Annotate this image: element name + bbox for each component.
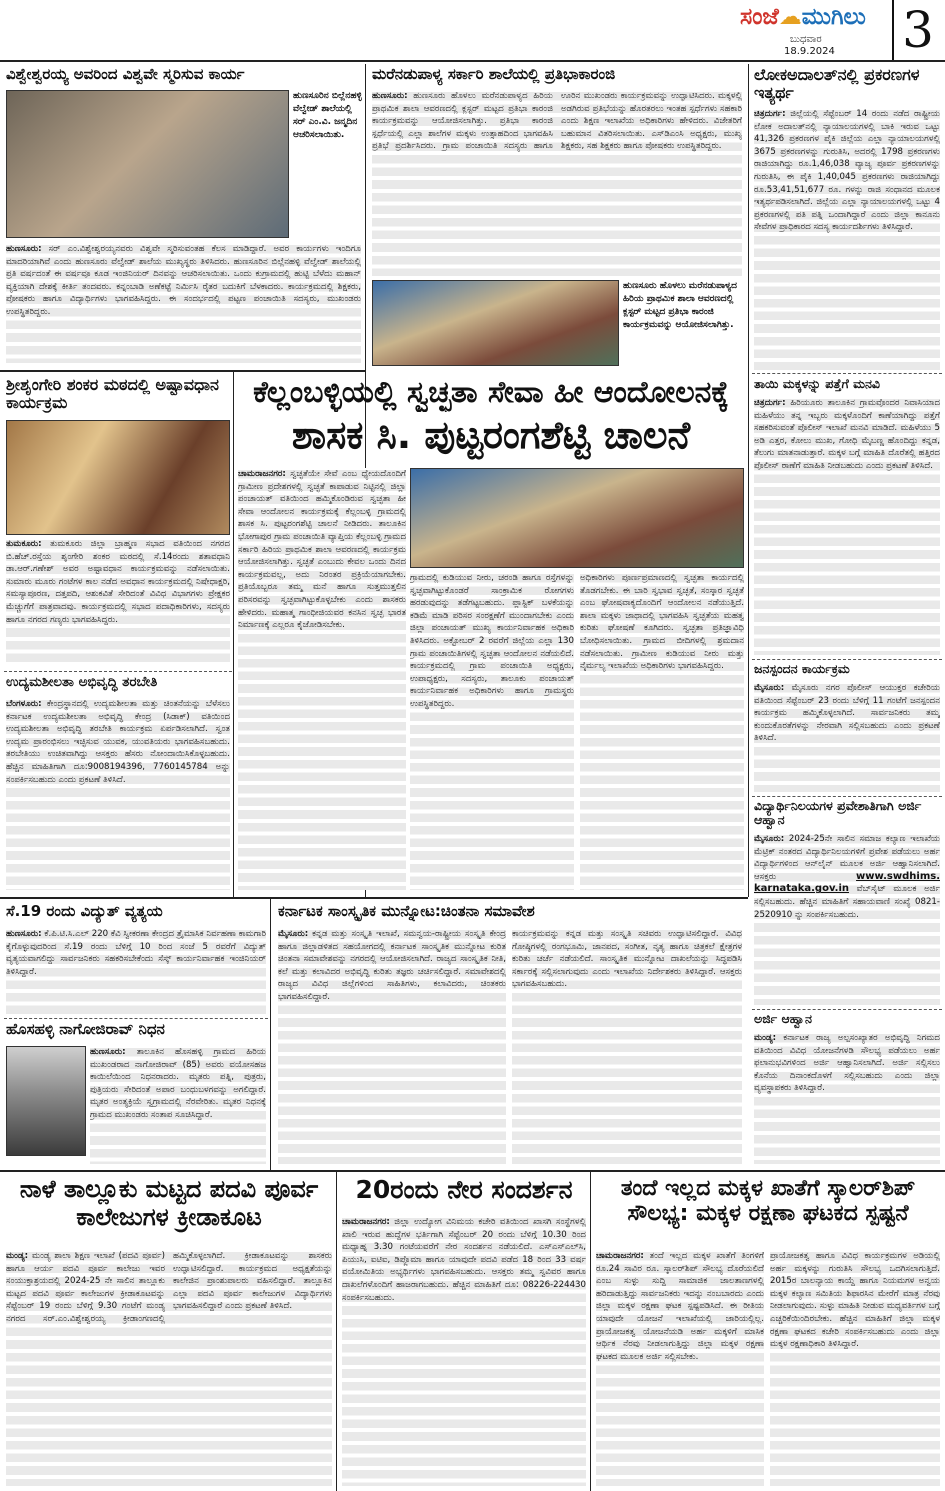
article-body: ಪ್ರಾಯೋಜಕತ್ವ ಹಾಗೂ ವಿವಿಧ ಕಾರ್ಯಕ್ರಮಗಳ ಅಡಿಯಲ್ಲಿ ಅರ್ಹ ಮಕ್ಕಳನ್ನು ಗುರುತಿಸಿ ಸೌಲಭ್ಯ ಒದಗಿಸಲಾಗುತ್ತಿದೆ. 2015ರ ಬಾಲನ್ಯಾಯ ಕಾಯ್ದೆ ಹಾಗೂ ನಿಯಮಗಳ ಅನ್ವಯ ಮಕ್ಕಳ ಕಲ್ಯಾಣ ಸಮಿತಿಯ ಶಿಫಾರಸಿನ ಮೇರೆಗೆ ಮಾತ್ರ ನೆರವು ನೀಡಲಾಗುವುದು. ಸುಳ್ಳು ಮಾಹಿತಿ ನೀಡುವ ಮಧ್ಯವರ್ತಿಗಳ ಬಗ್ಗೆ ಎಚ್ಚರಿಕೆಯಿಂದಿರಬೇಕು. ಹೆಚ್ಚಿನ ಮಾಹಿತಿಗೆ ಜಿಲ್ಲಾ ಮಕ್ಕಳ ರಕ್ಷಣಾ ಘಟಕದ ಕಚೇರಿ ಸಂಪರ್ಕಿಸಬಹುದು ಎಂದು ಜಿಲ್ಲಾ ಮಕ್ಕಳ ರಕ್ಷಣಾಧಿಕಾರಿ ತಿಳಿಸಿದ್ದಾರೆ. (770, 1250, 940, 1486)
article-body: ಮೈಸೂರು: 2024-25ನೇ ಸಾಲಿನ ಸಮಾಜ ಕಲ್ಯಾಣ ಇಲಾಖೆಯ ಮೆಟ್ರಿಕ್ ನಂತರದ ವಿದ್ಯಾರ್ಥಿನಿಲಯಗಳಿಗೆ ಪ್ರವೇಶ ಪಡೆಯಲು ಅರ್ಹ ವಿದ್ಯಾರ್ಥಿಗಳಿಂದ ಆನ್‌ಲೈನ್ ಮೂಲಕ ಅರ್ಜಿ ಆಹ್ವಾನಿಸಲಾಗಿದೆ. ಆಸಕ್ತರು www.swdhims. karnataka.gov.in ವೆಬ್‌ಸೈಟ್ ಮೂಲಕ ಅರ್ಜಿ ಸಲ್ಲಿಸಬಹುದು. ಹೆಚ್ಚಿನ ಮಾಹಿತಿಗೆ ಸಹಾಯವಾಣಿ ಸಂಖ್ಯೆ 0821-2520910 ನ್ನು ಸಂಪರ್ಕಿಸಬಹುದು. (754, 833, 940, 1005)
photo-pratibha-karanji (372, 280, 619, 366)
article-body: ಚಿತ್ರದುರ್ಗ: ಹಿರಿಯೂರು ತಾಲೂಕಿನ ಗ್ರಾಮವೊಂದರ ನಿವಾಸಿಯಾದ ಮಹಿಳೆಯು ತನ್ನ ಇಬ್ಬರು ಮಕ್ಕಳೊಂದಿಗೆ ಕಾಣೆಯಾಗಿದ್ದು ಪತ್ತೆಗೆ ಸಹಕರಿಸುವಂತೆ ಪೊಲೀಸ್ ಇಲಾಖೆ ಮನವಿ ಮಾಡಿದೆ. ಮಹಿಳೆಯು 5 ಅಡಿ ಎತ್ತರ, ಕೋಲು ಮುಖ, ಗೋಧಿ ಮೈಬಣ್ಣ ಹೊಂದಿದ್ದು ಕನ್ನಡ, ತೆಲುಗು ಮಾತನಾಡುತ್ತಾರೆ. ಮಕ್ಕಳ ಬಗ್ಗೆ ಮಾಹಿತಿ ದೊರೆತಲ್ಲಿ ಹತ್ತಿರದ ಪೊಲೀಸ್ ಠಾಣೆಗೆ ಮಾಹಿತಿ ನೀಡಬಹುದು ಎಂದು ಪ್ರಕಟಣೆ ತಿಳಿಸಿದೆ. (754, 397, 940, 655)
article-body: ಮಂಡ್ಯ: ಮಂಡ್ಯ ಶಾಲಾ ಶಿಕ್ಷಣ ಇಲಾಖೆ (ಪದವಿ ಪೂರ್ವ) ಹಾಗೂ ಆರ್ಯ ಪದವಿ ಪೂರ್ವ ಕಾಲೇಜು ಇವರ ಸಂಯುಕ್ತಾಶ್ರಯದಲ್ಲಿ 2024-25 ನೇ ಸಾಲಿನ ತಾಲ್ಲೂಕು ಮಟ್ಟದ ಪದವಿ ಪೂರ್ವ ಕಾಲೇಜುಗಳ ಕ್ರೀಡಾಕೂಟವನ್ನು ಸೆಪ್ಟೆಂಬರ್ 19 ರಂದು ಬೆಳಿಗ್ಗೆ 9.30 ಗಂಟೆಗೆ ಮಂಡ್ಯ ನಗರದ ಸರ್.ಎಂ.ವಿಶ್ವೇಶ್ವರಯ್ಯ ಕ್ರೀಡಾಂಗಣದಲ್ಲಿ ಹಮ್ಮಿಕೊಳ್ಳಲಾಗಿದೆ. ಕ್ರೀಡಾಕೂಟವನ್ನು ಶಾಸಕರು ಉದ್ಘಾಟಿಸಲಿದ್ದಾರೆ. ಕಾರ್ಯಕ್ರಮದ ಅಧ್ಯಕ್ಷತೆಯನ್ನು ಕಾಲೇಜಿನ ಪ್ರಾಂಶುಪಾಲರು ವಹಿಸಲಿದ್ದಾರೆ. ತಾಲ್ಲೂಕಿನ ಎಲ್ಲಾ ಪದವಿ ಪೂರ್ವ ಕಾಲೇಜುಗಳ ವಿದ್ಯಾರ್ಥಿಗಳು ಭಾಗವಹಿಸಲಿದ್ದಾರೆ ಎಂದು ಪ್ರಕಟಣೆ ತಿಳಿಸಿದೆ. (6, 1250, 332, 1486)
column-rule (590, 1172, 591, 1491)
article-body: ಚಾಮರಾಜನಗರ: ತಂದೆ ಇಲ್ಲದ ಮಕ್ಕಳ ಖಾತೆಗೆ ತಿಂಗಳಿಗೆ ರೂ.24 ಸಾವಿರ ರೂ. ಸ್ಕಾಲರ್‌ಶಿಪ್ ಸೌಲಭ್ಯ ದೊರೆಯಲಿದೆ ಎಂಬ ಸುಳ್ಳು ಸುದ್ದಿ ಸಾಮಾಜಿಕ ಜಾಲತಾಣಗಳಲ್ಲಿ ಹರಿದಾಡುತ್ತಿದ್ದು ಸಾರ್ವಜನಿಕರು ಇದನ್ನು ನಂಬಬಾರದು ಎಂದು ಜಿಲ್ಲಾ ಮಕ್ಕಳ ರಕ್ಷಣಾ ಘಟಕ ಸ್ಪಷ್ಟಪಡಿಸಿದೆ. ಈ ರೀತಿಯ ಯಾವುದೇ ಯೋಜನೆ ಇಲಾಖೆಯಲ್ಲಿ ಜಾರಿಯಲ್ಲಿಲ್ಲ. ಪ್ರಾಯೋಜಕತ್ವ ಯೋಜನೆಯಡಿ ಅರ್ಹ ಮಕ್ಕಳಿಗೆ ಮಾಸಿಕ ಆರ್ಥಿಕ ನೆರವು ನೀಡಲಾಗುತ್ತಿದ್ದು ಜಿಲ್ಲಾ ಮಕ್ಕಳ ರಕ್ಷಣಾ ಘಟಕದ ಮೂಲಕ ಅರ್ಜಿ ಸಲ್ಲಿಸಬೇಕು. (596, 1250, 764, 1486)
article-headline: 20ರಂದು ನೇರ ಸಂದರ್ಶನ (355, 1176, 573, 1204)
article-headline: ನಾಳೆ ತಾಲ್ಲೂಕು ಮಟ್ಟದ ಪದವಿ ಪೂರ್ವ ಕಾಲೇಜುಗಳ ಕ್ರೀಡಾಕೂಟ (19, 1176, 319, 1231)
divider (752, 1009, 942, 1010)
article-headline: ಮರೆನಡುಪಾಳ್ಯ ಸರ್ಕಾರಿ ಶಾಲೆಯಲ್ಲಿ ಪ್ರತಿಭಾಕಾರಂಜಿ (372, 66, 616, 83)
article-body: ಹುಣಸೂರು: ಹುಣಸೂರು ಹೊಳಲು ಮರೆನಡುಪಾಳ್ಯದ ಹಿರಿಯ ಪ್ರಾಥಮಿಕ ಶಾಲಾ ಆವರಣದಲ್ಲಿ ಕ್ಲಸ್ಟರ್ ಮಟ್ಟದ ಪ್ರತಿಭಾ ಕಾರಂಜಿ ಕಾರ್ಯಕ್ರಮವನ್ನು ಆಯೋಜಿಸಲಾಗಿತ್ತು. ಪ್ರತಿಭಾ ಕಾರಂಜಿ ಸ್ಪರ್ಧೆಯಲ್ಲಿ ಎಲ್ಲಾ ಶಾಲೆಗಳ ಮಕ್ಕಳು ಉತ್ಸಾಹದಿಂದ ಭಾಗವಹಿಸಿ ಪ್ರತಿಭೆ ಪ್ರದರ್ಶಿಸಿದರು. ಗ್ರಾಮ ಪಂಚಾಯಿತಿ ಸದಸ್ಯರು ಹಾಗೂ ಊರಿನ ಮುಖಂಡರು ಕಾರ್ಯಕ್ರಮವನ್ನು ಉದ್ಘಾಟಿಸಿದರು. ಮಕ್ಕಳಲ್ಲಿ ಅಡಗಿರುವ ಪ್ರತಿಭೆಯನ್ನು ಹೊರತರಲು ಇಂತಹ ಸ್ಪರ್ಧೆಗಳು ಸಹಕಾರಿ ಎಂದು ಶಿಕ್ಷಣ ಇಲಾಖೆಯ ಅಧಿಕಾರಿಗಳು ಹೇಳಿದರು. ವಿಜೇತರಿಗೆ ಬಹುಮಾನ ವಿತರಿಸಲಾಯಿತು. ಎಸ್‌ಡಿಎಂಸಿ ಅಧ್ಯಕ್ಷರು, ಮುಖ್ಯ ಶಿಕ್ಷಕರು, ಸಹ ಶಿಕ್ಷಕರು ಹಾಗೂ ಪೋಷಕರು ಉಪಸ್ಥಿತರಿದ್ದರು. (372, 90, 742, 276)
article-body: ಬೆಂಗಳೂರು: ಕೇಂದ್ರಸ್ಥಾನದಲ್ಲಿ ಉದ್ಯಮಶೀಲತಾ ಮತ್ತು ಚಿಂತನೆಯನ್ನು ಬೆಳೆಸಲು ಕರ್ನಾಟಕ ಉದ್ಯಮಶೀಲತಾ ಅಭಿವೃದ್ಧಿ ಕೇಂದ್ರ (ಸಿಡಾಕ್) ವತಿಯಿಂದ ಉದ್ಯಮಶೀಲತಾ ಅಭಿವೃದ್ಧಿ ತರಬೇತಿ ಕಾರ್ಯಕ್ರಮ ಏರ್ಪಡಿಸಲಾಗಿದೆ. ಸ್ವಂತ ಉದ್ಯಮ ಪ್ರಾರಂಭಿಸಲು ಇಚ್ಛಿಸುವ ಯುವಕ, ಯುವತಿಯರು ಭಾಗವಹಿಸಬಹುದು. ತರಬೇತಿಯು ಉಚಿತವಾಗಿದ್ದು ಆಸಕ್ತರು ಹೆಸರು ನೋಂದಾಯಿಸಿಕೊಳ್ಳಬಹುದು. ಹೆಚ್ಚಿನ ಮಾಹಿತಿಗಾಗಿ ದೂ:9008194396, 7760145784 ಅನ್ನು ಸಂಪರ್ಕಿಸಬಹುದು ಎಂದು ಪ್ರಕಟಣೆ ತಿಳಿಸಿದೆ. (6, 698, 230, 890)
photo-ashtavadhana (6, 420, 230, 535)
article-headline: ಹೊಸಹಳ್ಳಿ ನಾಗೋಜಿರಾವ್ ನಿಧನ (6, 1021, 165, 1038)
article-body: ಗ್ರಾಮದಲ್ಲಿ ಕುಡಿಯುವ ನೀರು, ಚರಂಡಿ ಹಾಗೂ ರಸ್ತೆಗಳನ್ನು ಸ್ವಚ್ಛವಾಗಿಟ್ಟುಕೊಂಡರೆ ಸಾಂಕ್ರಾಮಿಕ ರೋಗಗಳು ಹರಡುವುದನ್ನು ತಡೆಗಟ್ಟಬಹುದು. ಪ್ಲಾಸ್ಟಿಕ್ ಬಳಕೆಯನ್ನು ಕಡಿಮೆ ಮಾಡಿ ಪರಿಸರ ಸಂರಕ್ಷಣೆಗೆ ಮುಂದಾಗಬೇಕು ಎಂದು ಜಿಲ್ಲಾ ಪಂಚಾಯತ್ ಮುಖ್ಯ ಕಾರ್ಯನಿರ್ವಾಹಕ ಅಧಿಕಾರಿ ತಿಳಿಸಿದರು. ಅಕ್ಟೋಬರ್ 2 ರವರೆಗೆ ಜಿಲ್ಲೆಯ ಎಲ್ಲಾ 130 ಗ್ರಾಮ ಪಂಚಾಯಿತಿಗಳಲ್ಲಿ ಸ್ವಚ್ಛತಾ ಆಂದೋಲನ ನಡೆಯಲಿದೆ. ಕಾರ್ಯಕ್ರಮದಲ್ಲಿ ಗ್ರಾಮ ಪಂಚಾಯಿತಿ ಅಧ್ಯಕ್ಷರು, ಉಪಾಧ್ಯಕ್ಷರು, ಸದಸ್ಯರು, ತಾಲೂಕು ಪಂಚಾಯತ್ ಕಾರ್ಯನಿರ್ವಾಹಕ ಅಧಿಕಾರಿಗಳು ಹಾಗೂ ಗ್ರಾಮಸ್ಥರು ಉಪಸ್ಥಿತರಿದ್ದರು. (410, 572, 574, 890)
article-body: ಚಾಮರಾಜನಗರ: ಜಿಲ್ಲಾ ಉದ್ಯೋಗ ವಿನಿಮಯ ಕಚೇರಿ ವತಿಯಿಂದ ಖಾಸಗಿ ಸಂಸ್ಥೆಗಳಲ್ಲಿ ಖಾಲಿ ಇರುವ ಹುದ್ದೆಗಳ ಭರ್ತಿಗಾಗಿ ಸೆಪ್ಟೆಂಬರ್ 20 ರಂದು ಬೆಳಿಗ್ಗೆ 10.30 ರಿಂದ ಮಧ್ಯಾಹ್ನ 3.30 ಗಂಟೆಯವರೆಗೆ ನೇರ ಸಂದರ್ಶನ ನಡೆಯಲಿದೆ. ಎಸ್‌ಎಸ್‌ಎಲ್‌ಸಿ, ಪಿಯುಸಿ, ಐಟಿಐ, ಡಿಪ್ಲೊಮಾ ಹಾಗೂ ಯಾವುದೇ ಪದವಿ ಪಡೆದ 18 ರಿಂದ 33 ವರ್ಷ ವಯೋಮಿತಿಯ ಅಭ್ಯರ್ಥಿಗಳು ಭಾಗವಹಿಸಬಹುದು. ಆಸಕ್ತರು ತಮ್ಮ ಸ್ವವಿವರ ಹಾಗೂ ದಾಖಲೆಗಳೊಂದಿಗೆ ಹಾಜರಾಗಬಹುದು. ಹೆಚ್ಚಿನ ಮಾಹಿತಿಗೆ ದೂ: 08226-224430 ಸಂಪರ್ಕಿಸಬಹುದು. (342, 1216, 586, 1486)
article-body: ಹುಣಸೂರು: ಸರ್‌ ಎಂ.ವಿಶ್ವೇಶ್ವರಯ್ಯನವರು ವಿಶ್ವವೇ ಸ್ಮರಿಸುವಂತಹ ಕೆಲಸ ಮಾಡಿದ್ದಾರೆ. ಅವರ ಕಾರ್ಯಗಳು ಇಂದಿಗೂ ಮಾದರಿಯಾಗಿವೆ ಎಂದು ಹುಣಸೂರು ವೆಲ್ವೇಡ್‌ ಶಾಲೆಯ ಮುಖ್ಯಸ್ಥರು ತಿಳಿಸಿದರು. ಹುಣಸೂರಿನ ಬಿಲ್ಲೆನಹಳ್ಳಿ ವೆಲ್ವೇಡ್‌ ಶಾಲೆಯಲ್ಲಿ ಪ್ರತಿ ವರ್ಷದಂತೆ ಈ ವರ್ಷವೂ ಕೂಡ ಇಂಜಿನಿಯರ್ ದಿನವನ್ನು ಆಚರಿಸಲಾಯಿತು. ಒಂದು ಕುಗ್ರಾಮದಲ್ಲಿ ಹುಟ್ಟಿ ಬೆಳೆದು ಮಹಾನ್‌ ವ್ಯಕ್ತಿಯಾಗಿ ದೇಶಕ್ಕೆ ಕೀರ್ತಿ ತಂದವರು. ಕನ್ನಂಬಾಡಿ ಅಣೆಕಟ್ಟೆ ನಿರ್ಮಿಸಿ ರೈತರ ಬದುಕಿಗೆ ಬೆಳಕಾದರು. ಕಾರ್ಯಕ್ರಮದಲ್ಲಿ ಶಿಕ್ಷಕರು, ಪೋಷಕರು ಹಾಗೂ ವಿದ್ಯಾರ್ಥಿಗಳು ಭಾಗವಹಿಸಿದ್ದರು. ಈ ಸಂದರ್ಭದಲ್ಲಿ ಪಟ್ಟಣ ಪಂಚಾಯಿತಿ ಸದಸ್ಯರು, ಮುಖಂಡರು ಉಪಸ್ಥಿತರಿದ್ದರು. (6, 243, 361, 363)
article-headline: ಲೋಕಅದಾಲತ್‌ನಲ್ಲಿ ಪ್ರಕರಣಗಳ ಇತ್ಯರ್ಥ (754, 66, 920, 103)
divider (752, 659, 942, 660)
article-headline: ವಿದ್ಯಾರ್ಥಿನಿಲಯಗಳ ಪ್ರವೇಶಾತಿಗಾಗಿ ಅರ್ಜಿ ಆಹ್ವಾನ (754, 799, 922, 828)
photo-swachhata (410, 468, 744, 568)
photo-caption: ಹುಣಸೂರಿನ ಬಿಲ್ಲೆನಹಳ್ಳಿ ವೆಲ್ವೇಡ್‌ ಶಾಲೆಯಲ್ಲಿ ಸರ್‌ ಎಂ.ವಿ. ಜನ್ಮದಿನ ಆಚರಿಸಲಾಯಿತು. (293, 91, 362, 140)
article-headline: ಅರ್ಜಿ ಆಹ್ವಾನ (754, 1012, 812, 1026)
divider (4, 1018, 268, 1019)
article-headline: ಸೆ.19 ರಂದು ವಿದ್ಯುತ್ ವ್ಯತ್ಯಯ (6, 903, 163, 920)
photo-engineers-day (6, 90, 289, 238)
article-headline: ವಿಶ್ವೇಶ್ವರಯ್ಯ ಅವರಿಂದ ವಿಶ್ವವೇ ಸ್ಮರಿಸುವ ಕಾರ್ಯ (6, 66, 245, 83)
article-body: ಹುಣಸೂರು: ತಾಲೂಕಿನ ಹೊಸಹಳ್ಳಿ ಗ್ರಾಮದ ಹಿರಿಯ ಮುಖಂಡರಾದ ನಾಗೋಜಿರಾವ್ (85) ಅವರು ವಯೋಸಹಜ ಕಾಯಿಲೆಯಿಂದ ನಿಧನರಾದರು. ಮೃತರು ಪತ್ನಿ, ಪುತ್ರರು, ಪುತ್ರಿಯರು ಸೇರಿದಂತೆ ಅಪಾರ ಬಂಧುಬಳಗವನ್ನು ಅಗಲಿದ್ದಾರೆ. ಮೃತರ ಅಂತ್ಯಕ್ರಿಯೆ ಸ್ವಗ್ರಾಮದಲ್ಲಿ ನೆರವೇರಿತು. ಮೃತರ ನಿಧನಕ್ಕೆ ಗ್ರಾಮದ ಮುಖಂಡರು ಸಂತಾಪ ಸೂಚಿಸಿದ್ದಾರೆ. (90, 1046, 266, 1164)
article-body: ತುಮಕೂರು: ತುಮಕೂರು ಜಿಲ್ಲಾ ಬ್ರಾಹ್ಮಣ ಸಭಾದ ವತಿಯಿಂದ ನಗರದ ಬಿ.ಹೆಚ್.ರಸ್ತೆಯ ಶೃಂಗೇರಿ ಶಂಕರ ಮಠದಲ್ಲಿ ಸೆ.14ರಂದು ಶತಾವಧಾನಿ ಡಾ.ಆರ್.ಗಣೇಶ್ ಅವರ ಅಷ್ಟಾವಧಾನ ಕಾರ್ಯಕ್ರಮವನ್ನು ನಡೆಸಲಾಯಿತು. ಸುಮಾರು ಮೂರು ಗಂಟೆಗಳ ಕಾಲ ನಡೆದ ಅವಧಾನ ಕಾರ್ಯಕ್ರಮದಲ್ಲಿ ನಿಷೇಧಾಕ್ಷರಿ, ಸಮಸ್ಯಾಪೂರಣ, ದತ್ತಪದಿ, ಆಶುಕವಿತೆ ಸೇರಿದಂತೆ ವಿವಿಧ ವಿಭಾಗಗಳು ಪ್ರೇಕ್ಷಕರ ಮೆಚ್ಚುಗೆಗೆ ಪಾತ್ರವಾದವು. ಕಾರ್ಯಕ್ರಮದಲ್ಲಿ ಸಭಾದ ಪದಾಧಿಕಾರಿಗಳು, ಸದಸ್ಯರು ಹಾಗೂ ನಗರದ ಗಣ್ಯರು ಭಾಗವಹಿಸಿದ್ದರು. (6, 538, 230, 666)
section-rule (0, 370, 366, 372)
section-rule (0, 1170, 945, 1172)
article-body: ಮೈಸೂರು: ಮೈಸೂರು ನಗರ ಪೊಲೀಸ್ ಆಯುಕ್ತರ ಕಚೇರಿಯ ವತಿಯಿಂದ ಸೆಪ್ಟೆಂಬರ್ 23 ರಂದು ಬೆಳಿಗ್ಗೆ 11 ಗಂಟೆಗೆ ಜನಸ್ಪಂದನ ಕಾರ್ಯಕ್ರಮ ಹಮ್ಮಿಕೊಳ್ಳಲಾಗಿದೆ. ಸಾರ್ವಜನಿಕರು ತಮ್ಮ ಕುಂದುಕೊರತೆಗಳನ್ನು ನೇರವಾಗಿ ಸಲ್ಲಿಸಬಹುದು ಎಂದು ಪ್ರಕಟಣೆ ತಿಳಿಸಿದೆ. (754, 682, 940, 792)
column-rule (233, 372, 234, 897)
divider (752, 796, 942, 797)
article-body: ಚಾಮರಾಜನಗರ: ಸ್ವಚ್ಛತೆಯೇ ಸೇವೆ ಎಂಬ ಧ್ಯೇಯದೊಂದಿಗೆ ಗ್ರಾಮೀಣ ಪ್ರದೇಶಗಳಲ್ಲಿ ಸ್ವಚ್ಛತೆ ಕಾಪಾಡುವ ನಿಟ್ಟಿನಲ್ಲಿ ಜಿಲ್ಲಾ ಪಂಚಾಯತ್ ವತಿಯಿಂದ ಹಮ್ಮಿಕೊಂಡಿರುವ ಸ್ವಚ್ಛತಾ ಹೀ ಸೇವಾ ಆಂದೋಲನ ಕಾರ್ಯಕ್ರಮಕ್ಕೆ ಕೆಲ್ಲಂಬಳ್ಳಿ ಗ್ರಾಮದಲ್ಲಿ ಶಾಸಕ ಸಿ. ಪುಟ್ಟರಂಗಶೆಟ್ಟಿ ಚಾಲನೆ ನೀಡಿದರು. ತಾಲೂಕಿನ ಭೋಗಾಪುರ ಗ್ರಾಮ ಪಂಚಾಯಿತಿ ವ್ಯಾಪ್ತಿಯ ಕೆಲ್ಲಂಬಳ್ಳಿ ಗ್ರಾಮದ ಸರ್ಕಾರಿ ಹಿರಿಯ ಪ್ರಾಥಮಿಕ ಶಾಲಾ ಆವರಣದಲ್ಲಿ ಕಾರ್ಯಕ್ರಮ ಆಯೋಜಿಸಲಾಗಿತ್ತು. ಸ್ವಚ್ಛತೆ ಎಂಬುದು ಕೇವಲ ಒಂದು ದಿನದ ಕಾರ್ಯಕ್ರಮವಲ್ಲ, ಅದು ನಿರಂತರ ಪ್ರಕ್ರಿಯೆಯಾಗಬೇಕು. ಪ್ರತಿಯೊಬ್ಬರೂ ತಮ್ಮ ಮನೆ ಹಾಗೂ ಸುತ್ತಮುತ್ತಲಿನ ಪರಿಸರವನ್ನು ಸ್ವಚ್ಛವಾಗಿಟ್ಟುಕೊಳ್ಳಬೇಕು ಎಂದು ಶಾಸಕರು ಹೇಳಿದರು. ಮಹಾತ್ಮ ಗಾಂಧೀಜಿಯವರ ಕನಸಿನ ಸ್ವಚ್ಛ ಭಾರತ ನಿರ್ಮಾಣಕ್ಕೆ ಎಲ್ಲರೂ ಕೈಜೋಡಿಸಬೇಕು. (238, 468, 406, 890)
article-body: ಮಂಡ್ಯ: ಕರ್ನಾಟಕ ರಾಜ್ಯ ಅಲ್ಪಸಂಖ್ಯಾತರ ಅಭಿವೃದ್ಧಿ ನಿಗಮದ ವತಿಯಿಂದ ವಿವಿಧ ಯೋಜನೆಗಳಡಿ ಸೌಲಭ್ಯ ಪಡೆಯಲು ಅರ್ಹ ಫಲಾನುಭವಿಗಳಿಂದ ಅರ್ಜಿ ಆಹ್ವಾನಿಸಲಾಗಿದೆ. ಅರ್ಜಿ ಸಲ್ಲಿಸಲು ಕೊನೆಯ ದಿನಾಂಕದೊಳಗೆ ಸಲ್ಲಿಸಬಹುದು ಎಂದು ಜಿಲ್ಲಾ ವ್ಯವಸ್ಥಾಪಕರು ತಿಳಿಸಿದ್ದಾರೆ. (754, 1032, 940, 1164)
weekday: ಬುಧವಾರ (790, 34, 822, 45)
article-body: ಕಾರ್ಯಕ್ರಮವನ್ನು ಕನ್ನಡ ಮತ್ತು ಸಂಸ್ಕೃತಿ ಸಚಿವರು ಉದ್ಘಾಟಿಸಲಿದ್ದಾರೆ. ವಿವಿಧ ಗೋಷ್ಠಿಗಳಲ್ಲಿ ರಂಗಭೂಮಿ, ಜಾನಪದ, ಸಂಗೀತ, ನೃತ್ಯ ಹಾಗೂ ಚಿತ್ರಕಲೆ ಕ್ಷೇತ್ರಗಳ ಕುರಿತು ಚರ್ಚೆ ನಡೆಯಲಿದೆ. ಸಾಂಸ್ಕೃತಿಕ ಮುನ್ನೋಟ ದಾಖಲೆಯನ್ನು ಸಿದ್ಧಪಡಿಸಿ ಸರ್ಕಾರಕ್ಕೆ ಸಲ್ಲಿಸಲಾಗುವುದು ಎಂದು ಇಲಾಖೆಯ ನಿರ್ದೇಶಕರು ತಿಳಿಸಿದ್ದಾರೆ. ಆಸಕ್ತರು ಭಾಗವಹಿಸಬಹುದು. (512, 928, 742, 1164)
photo-caption: ಹುಣಸೂರು ಹೊಳಲು ಮರೆನಡುಪಾಳ್ಯದ ಹಿರಿಯ ಪ್ರಾಥಮಿಕ ಶಾಲಾ ಆವರಣದಲ್ಲಿ ಕ್ಲಸ್ಟರ್ ಮಟ್ಟದ ಪ್ರತಿಭಾ ಕಾರಂಜಿ ಕಾರ್ಯಕ್ರಮವನ್ನು ಆಯೋಜಿಸಲಾಗಿತ್ತು. (623, 281, 737, 330)
article-headline: ಉದ್ಯಮಶೀಲತಾ ಅಭಿವೃದ್ಧಿ ತರಬೇತಿ (6, 675, 158, 690)
column-rule (336, 1172, 337, 1491)
lead-headline-top: ಕೆಲ್ಲಂಬಳ್ಳಿಯಲ್ಲಿ ಸ್ವಚ್ಛತಾ ಸೇವಾ ಹೀ ಆಂದೋಲನಕ್ಕೆ (253, 376, 729, 410)
divider (752, 373, 942, 374)
issue-date: 18.9.2024 (784, 46, 835, 57)
page-number: 3 (892, 0, 942, 60)
article-headline: ತಾಯಿ ಮಕ್ಕಳನ್ನು ಪತ್ತೆಗೆ ಮನವಿ (754, 377, 880, 391)
masthead (0, 0, 945, 62)
website-link[interactable]: www.swdhims. karnataka.gov.in (754, 870, 940, 895)
article-headline: ತಂದೆ ಇಲ್ಲದ ಮಕ್ಕಳ ಖಾತೆಗೆ ಸ್ಕಾಲರ್‌ಶಿಪ್ ಸೌಲಭ್ಯ: ಮಕ್ಕಳ ರಕ್ಷಣಾ ಘಟಕದ ಸ್ಪಷ್ಟನೆ (620, 1176, 916, 1227)
article-headline: ಕರ್ನಾಟಕ ಸಾಂಸ್ಕೃತಿಕ ಮುನ್ನೋಟ:ಚಿಂತನಾ ಸಮಾವೇಶ (278, 903, 535, 920)
newspaper-logo: ಸಂಜೆ☁ಮುಗಿಲು (740, 4, 866, 30)
article-body: ಅಧಿಕಾರಿಗಳು ಪೂರ್ಣಪ್ರಮಾಣದಲ್ಲಿ ಸ್ವಚ್ಛತಾ ಕಾರ್ಯದಲ್ಲಿ ತೊಡಗಬೇಕು. ಈ ಬಾರಿ ಸ್ವಭಾವ ಸ್ವಚ್ಛತೆ, ಸಂಸ್ಕಾರ ಸ್ವಚ್ಛತೆ ಎಂಬ ಘೋಷವಾಕ್ಯದೊಂದಿಗೆ ಆಂದೋಲನ ನಡೆಯುತ್ತಿದೆ. ಶಾಲಾ ಮಕ್ಕಳು ಜಾಥಾದಲ್ಲಿ ಭಾಗವಹಿಸಿ ಸ್ವಚ್ಛತೆಯ ಮಹತ್ವ ಕುರಿತು ಘೋಷಣೆ ಕೂಗಿದರು. ಸ್ವಚ್ಛತಾ ಪ್ರತಿಜ್ಞಾವಿಧಿ ಬೋಧಿಸಲಾಯಿತು. ಗ್ರಾಮದ ಬೀದಿಗಳಲ್ಲಿ ಶ್ರಮದಾನ ನಡೆಸಲಾಯಿತು. ಗ್ರಾಮೀಣ ಕುಡಿಯುವ ನೀರು ಮತ್ತು ನೈರ್ಮಲ್ಯ ಇಲಾಖೆಯ ಅಧಿಕಾರಿಗಳು ಭಾಗವಹಿಸಿದ್ದರು. (580, 572, 744, 890)
lead-headline-main: ಶಾಸಕ ಸಿ. ಪುಟ್ಟರಂಗಶೆಟ್ಟಿ ಚಾಲನೆ (291, 414, 691, 457)
column-rule (748, 64, 749, 897)
section-rule (0, 897, 748, 899)
article-headline: ಶ್ರೀಶೃಂಗೇರಿ ಶಂಕರ ಮಠದಲ್ಲಿ ಅಷ್ಟಾವಧಾನ ಕಾರ್ಯಕ್ರಮ (6, 376, 219, 413)
cloud-icon: ☁ (778, 4, 802, 30)
column-rule (270, 899, 271, 1170)
article-headline: ಜನಸ್ಪಂದನ ಕಾರ್ಯಕ್ರಮ (754, 662, 850, 676)
article-body: ಚಿತ್ರದುರ್ಗ: ಜಿಲ್ಲೆಯಲ್ಲಿ ಸೆಪ್ಟೆಂಬರ್ 14 ರಂದು ನಡೆದ ರಾಷ್ಟ್ರೀಯ ಲೋಕ ಅದಾಲತ್‌ನಲ್ಲಿ ನ್ಯಾಯಾಲಯಗಳಲ್ಲಿ ಬಾಕಿ ಇರುವ ಒಟ್ಟು 41,326 ಪ್ರಕರಣಗಳ ಪೈಕಿ ಜಿಲ್ಲೆಯ ಎಲ್ಲಾ ನ್ಯಾಯಾಲಯಗಳಲ್ಲಿ 3675 ಪ್ರಕರಣಗಳನ್ನು ಗುರುತಿಸಿ, ಅದರಲ್ಲಿ 1798 ಪ್ರಕರಣಗಳು ರಾಜಿಯಾಗಿದ್ದು ರೂ.1,46,038 ವ್ಯಾಜ್ಯ ಪೂರ್ವ ಪ್ರಕರಣಗಳನ್ನು ಗುರುತಿಸಿ, ಈ ಪೈಕಿ 1,40,045 ಪ್ರಕರಣಗಳು ರಾಜಿಯಾಗಿದ್ದು ರೂ.53,41,51,677 ರೂ. ಗಳನ್ನು ರಾಜಿ ಸಂಧಾನದ ಮೂಲಕ ಇತ್ಯರ್ಥಪಡಿಸಲಾಗಿದೆ. ಜಿಲ್ಲೆಯ ಎಲ್ಲಾ ನ್ಯಾಯಾಲಯಗಳಲ್ಲಿ ಒಟ್ಟು 4 ಪ್ರಕರಣಗಳಲ್ಲಿ ಪತಿ ಪತ್ನಿ ಒಂದಾಗಿದ್ದಾರೆ ಎಂದು ಜಿಲ್ಲಾ ಕಾನೂನು ಸೇವೆಗಳ ಪ್ರಾಧಿಕಾರದ ಸದಸ್ಯ ಕಾರ್ಯದರ್ಶಿಗಳು ತಿಳಿಸಿದ್ದಾರೆ. (754, 108, 940, 370)
article-body: ಮೈಸೂರು: ಕನ್ನಡ ಮತ್ತು ಸಂಸ್ಕೃತಿ ಇಲಾಖೆ, ಸಮನ್ವಯ-ರಾಷ್ಟ್ರೀಯ ಸಂಸ್ಕೃತಿ ಕೇಂದ್ರ ಹಾಗೂ ಜಿಲ್ಲಾಡಳಿತದ ಸಹಯೋಗದಲ್ಲಿ ಕರ್ನಾಟಕ ಸಾಂಸ್ಕೃತಿಕ ಮುನ್ನೋಟ ಕುರಿತ ಚಿಂತನಾ ಸಮಾವೇಶವನ್ನು ನಗರದಲ್ಲಿ ಆಯೋಜಿಸಲಾಗಿದೆ. ರಾಜ್ಯದ ಸಾಂಸ್ಕೃತಿಕ ನೀತಿ, ಕಲೆ ಮತ್ತು ಕಲಾವಿದರ ಅಭಿವೃದ್ಧಿ ಕುರಿತು ತಜ್ಞರು ಚರ್ಚಿಸಲಿದ್ದಾರೆ. ಸಮಾವೇಶದಲ್ಲಿ ರಾಜ್ಯದ ವಿವಿಧ ಜಿಲ್ಲೆಗಳಿಂದ ಸಾಹಿತಿಗಳು, ಕಲಾವಿದರು, ಚಿಂತಕರು ಭಾಗವಹಿಸಲಿದ್ದಾರೆ. (278, 928, 506, 1164)
article-body: ಹುಣಸೂರು: ಕೆ.ಪಿ.ಟಿ.ಸಿ.ಎಲ್‌ 220 ಕೆವಿ ಸ್ವೀಕರಣಾ ಕೇಂದ್ರದ ತ್ರೈಮಾಸಿಕ ನಿರ್ವಹಣಾ ಕಾಮಗಾರಿ ಕೈಗೊಳ್ಳುವುದರಿಂದ ಸೆ.19 ರಂದು ಬೆಳಿಗ್ಗೆ 10 ರಿಂದ ಸಂಜೆ 5 ರವರೆಗೆ ವಿದ್ಯುತ್ ವ್ಯತ್ಯಯವಾಗಲಿದ್ದು ಸಾರ್ವಜನಿಕರು ಸಹಕರಿಸಬೇಕೆಂದು ಸೆಸ್ಕ್ ಕಾರ್ಯನಿರ್ವಾಹಕ ಇಂಜಿನಿಯರ್ ತಿಳಿಸಿದ್ದಾರೆ. (6, 928, 266, 1014)
divider (4, 671, 232, 672)
portrait-photo (6, 1046, 86, 1156)
